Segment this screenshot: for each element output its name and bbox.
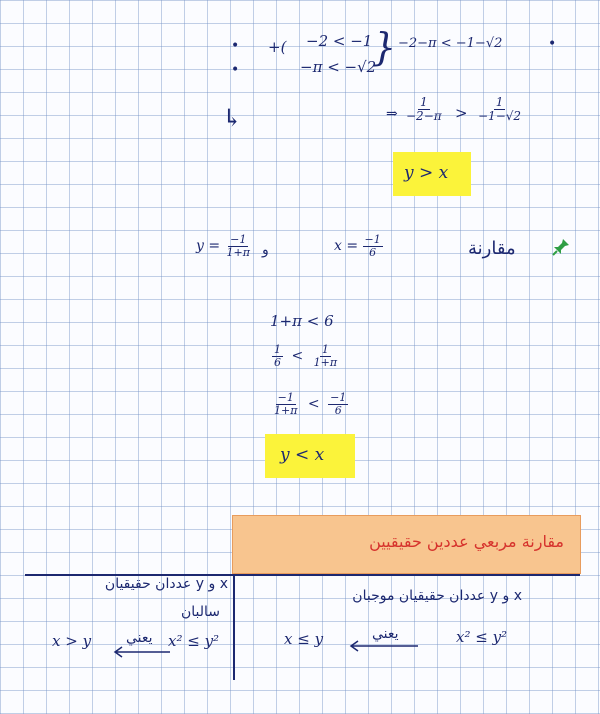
pin-icon [552, 238, 570, 256]
plus-paren: +( [268, 38, 287, 56]
step-2: $\frac{1}{6}$ < $\frac{1}{1+\pi}$ [274, 343, 338, 369]
and-connector: و [262, 242, 269, 258]
dot-3: • [548, 36, 557, 52]
fraction-left: $\frac{1}{-2-\pi}$ [406, 95, 442, 123]
rule-positive-lhs: x ≤ y [284, 630, 324, 648]
step-3: $\frac{-1}{1+\pi}$ < $\frac{-1}{6}$ [274, 391, 347, 417]
step-1: 1+π < 6 [270, 312, 334, 330]
arrow-left-icon [348, 640, 420, 652]
compare-label: مقارنة [468, 238, 516, 259]
hook-arrow: ↳ [222, 104, 243, 132]
greater-sign: > [455, 104, 468, 122]
inequality-line-1: −2 < −1 [306, 32, 373, 50]
rule-negative-text-2: سالبان [180, 604, 220, 620]
rule-positive-rhs: x² ≤ y² [456, 628, 508, 646]
rule-positive-means: يعني [372, 626, 399, 642]
fraction-right: $\frac{1}{-1-√2}$ [478, 95, 522, 123]
arrow-left-icon-2 [112, 646, 172, 658]
dot-2: • [231, 62, 240, 78]
rule-positive-text: x و y عددان حقيقيان موجبان [352, 588, 522, 604]
y-definition: y = $\frac{-1}{1+\pi}$ [196, 233, 250, 259]
rule-negative-lhs: x > y [52, 632, 92, 650]
x-definition: x = $\frac{-1}{6}$ [334, 233, 381, 259]
inequality-line-2: −π < −√2 [300, 58, 377, 76]
section-title: مقارنة مربعي عددين حقيقيين [369, 532, 564, 551]
implies-symbol: ⇒ [386, 106, 398, 122]
sum-result: −2−π < −1−√2 [398, 36, 503, 51]
conclusion-top: y > x [404, 163, 449, 183]
brace: } [372, 25, 397, 69]
separator-vertical [233, 574, 235, 680]
rule-negative-text: x و y عددان حقيقيان [104, 576, 228, 592]
conclusion-compare: y < x [280, 445, 325, 465]
dot-1: • [231, 38, 240, 54]
rule-negative-means: يعني [126, 630, 153, 646]
section-title-box [232, 515, 581, 574]
rule-negative-rhs: x² ≤ y² [168, 632, 220, 650]
